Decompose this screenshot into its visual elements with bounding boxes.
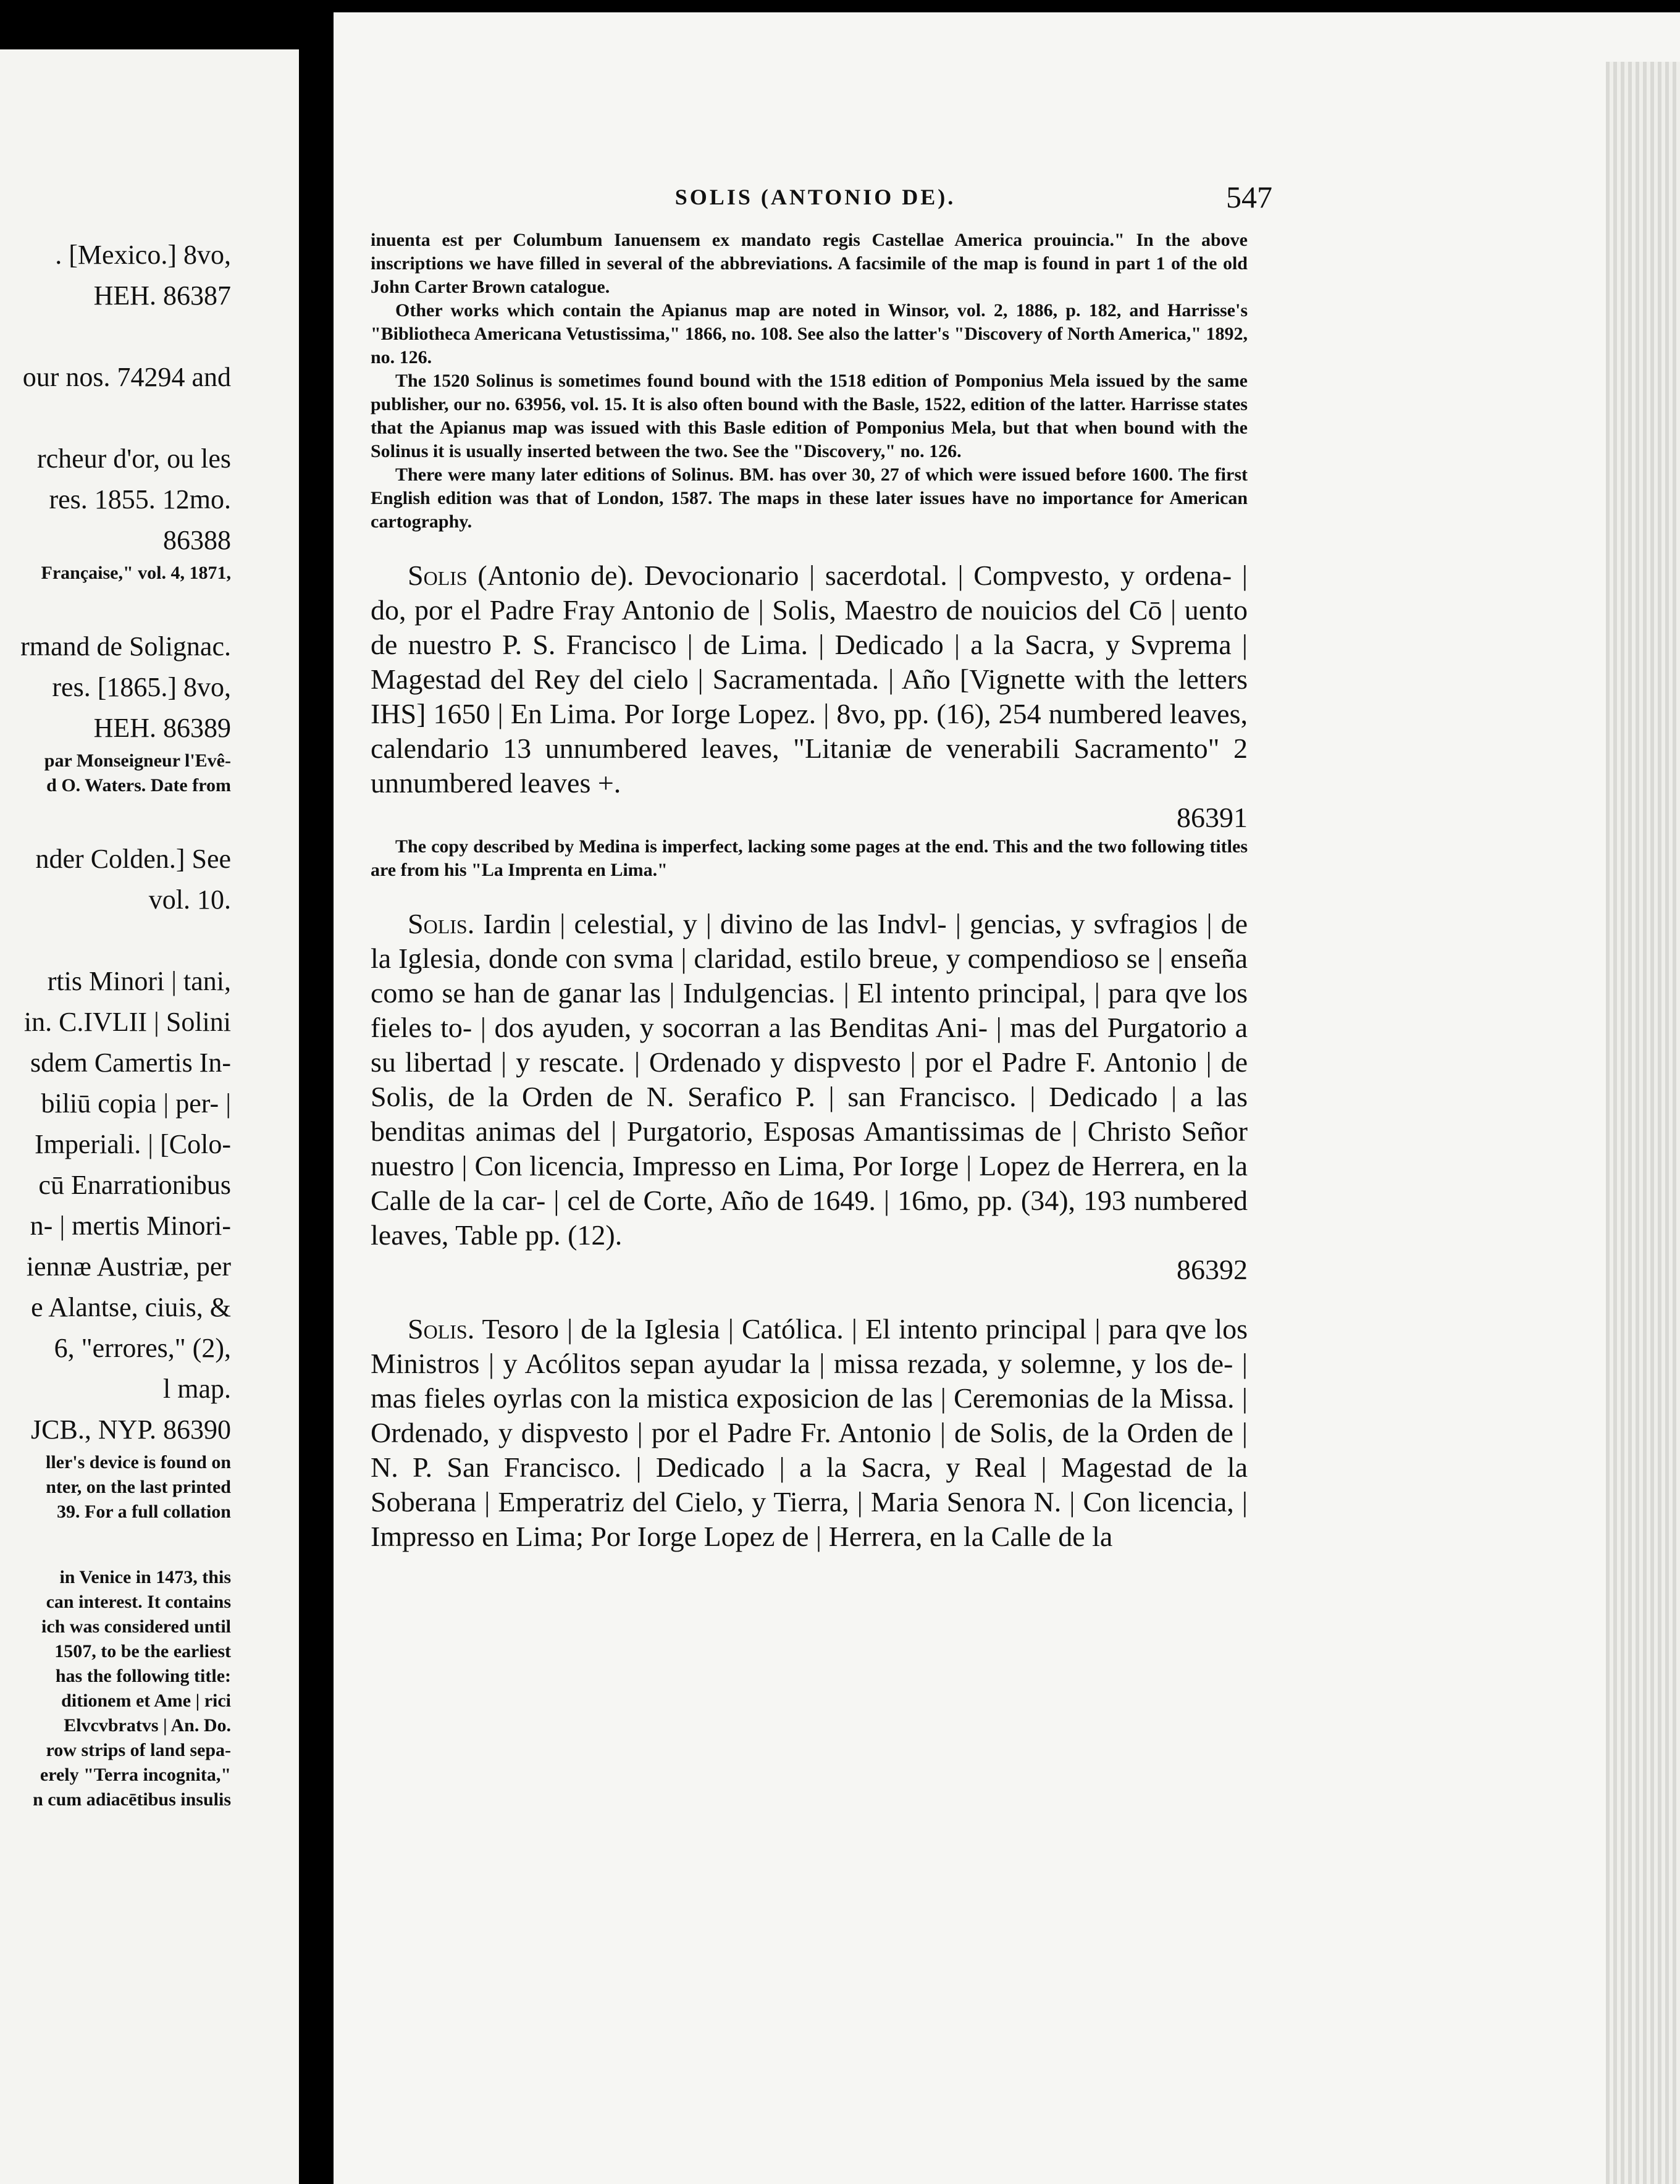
- left-page-line: 39. For a full collation: [57, 1502, 231, 1522]
- left-page-line: [0, 1524, 299, 1565]
- left-page-line: our nos. 74294 and: [22, 362, 231, 392]
- entry-text: Tesoro | de la Iglesia | Católica. | El intento principal | para qve los Ministros | y Acólitos sepan ayudar la | missa rezada, y solemne, y los de- | mas fieles oyrlas con la mistica exposicion de las | Ceremonias de la Missa. | Ordenado, y dispvesto | por el Padre Fr. Antonio | de Solis, de la Orden de | N. P. San Francisco. | Dedicado | a la Sacra, y Real | Magestad de la Soberana | Emperatriz del Cielo, y Tierra, | Maria Senora N. | Con licencia, | Impresso en Lima; Por Iorge Lopez de | Herrera, en la Calle de la: [371, 1313, 1248, 1552]
- left-page-line: res. 1855. 12mo.: [49, 484, 231, 514]
- left-page-line: HEH. 86387: [93, 280, 231, 311]
- left-page-line: sdem Camertis In-: [30, 1048, 231, 1078]
- left-page-line: . [Mexico.] 8vo,: [55, 240, 231, 270]
- left-page-line: 1507, to be the earliest: [54, 1641, 231, 1661]
- entry-heading: Solis: [408, 560, 468, 591]
- running-head: SOLIS (ANTONIO DE).: [674, 185, 956, 209]
- bibliography-entry: [371, 558, 1248, 800]
- left-page-line: Imperiali. | [Colo-: [35, 1129, 231, 1159]
- left-page-line: n cum adiacētibus insulis: [33, 1789, 231, 1810]
- left-page-line: ich was considered until: [41, 1616, 231, 1637]
- left-page-line: rtis Minori | tani,: [47, 966, 231, 996]
- left-page-line: 86388: [163, 525, 231, 555]
- left-page-line: n- | mertis Minori-: [30, 1211, 231, 1241]
- left-page-line: res. [1865.] 8vo,: [52, 672, 231, 702]
- entry-text: Iardin | celestial, y | divino de las Indvl- | gencias, y svfragios | de la Iglesia, donde con svma | claridad, estilo breue, y compendioso se | enseña como se han de ganar las | Indulgencias. | El intento principal, | para qve los fieles to- | dos ayuden, y socorran a las Benditas Ani- | mas del Purgatorio a su libertad | y rescate. | Ordenado y dispvesto | por el Padre F. Antonio | de Solis, de la Orden de N. Serafico P. | san Francisco. | Dedicado | a las benditas animas del | Purgatorio, Esposas Amantissimas de | Christo Señor nuestro | Con licencia, Impresso en Lima, Por Iorge | Lopez de Herrera, en la Calle de la car- | cel de Corte, Año de 1649. | 16mo, pp. (34), 193 numbered leaves, Table pp. (12).: [371, 908, 1248, 1251]
- left-page-lines: [0, 235, 299, 1812]
- entry-heading: Solis.: [408, 1313, 475, 1345]
- left-page-line: [0, 398, 299, 439]
- left-page-line: HEH. 86389: [93, 713, 231, 743]
- left-page-line: nter, on the last printed: [46, 1477, 231, 1497]
- page-edges: [1606, 62, 1680, 2184]
- left-page-line: [0, 586, 299, 626]
- page-content: [371, 229, 1248, 1554]
- left-page-line: [0, 798, 299, 839]
- left-page-line: [0, 316, 299, 357]
- note-paragraph: There were many later editions of Solinus. BM. has over 30, 27 of which were issued before 1600. The first English edition was that of London, 1587. The maps in these later issues have no importance for American cartography.: [371, 464, 1248, 532]
- note-paragraph: Other works which contain the Apianus map are noted in Winsor, vol. 2, 1886, p. 182, and Harrisse's "Bibliotheca Americana Vetustissima," 1866, no. 108. See also the latter's "Discovery of North America," 1892, no. 126.: [371, 300, 1248, 368]
- note-paragraph: The 1520 Solinus is sometimes found bound with the 1518 edition of Pomponius Mela issued by the same publisher, our no. 63956, vol. 15. It is also often bound with the Basle, 1522, edition of the latter. Harrisse states that the Apianus map was issued with this Basle edition of Pomponius Mela, but that when bound with the Solinus it is usually inserted between the two. See the "Discovery," no. 126.: [371, 371, 1248, 461]
- left-page-line: Française," vol. 4, 1871,: [41, 563, 231, 583]
- left-page-line: 6, "errores," (2),: [54, 1333, 231, 1363]
- left-page-line: e Alantse, ciuis, &: [31, 1292, 231, 1322]
- entry-number: 86392: [1177, 1254, 1248, 1285]
- left-page-line: rmand de Solignac.: [20, 631, 231, 662]
- left-page-line: in. C.IVLII | Solini: [23, 1007, 231, 1037]
- left-page-line: l map.: [163, 1374, 231, 1404]
- left-page-line: vol. 10.: [148, 884, 231, 915]
- bibliography-entry: [371, 1312, 1248, 1554]
- left-page: [0, 49, 299, 2184]
- note-paragraph: inuenta est per Columbum Ianuensem ex mandato regis Castellae America prouincia." In the above inscriptions we have filled in several of the abbreviations. A facsimile of the map is found in part 1 of the old John Carter Brown catalogue.: [371, 230, 1248, 297]
- left-page-line: iennæ Austriæ, per: [26, 1251, 231, 1282]
- left-page-line: row strips of land sepa-: [46, 1740, 231, 1760]
- left-page-line: has the following title:: [55, 1666, 231, 1686]
- left-page-line: ditionem et Ame | rici: [61, 1690, 231, 1711]
- left-page-line: cū Enarrationibus: [38, 1170, 231, 1200]
- entry-heading: Solis.: [408, 908, 475, 939]
- left-page-line: erely "Terra incognita,": [40, 1765, 231, 1785]
- entry-number: 86391: [1177, 802, 1248, 833]
- left-page-line: biliū copia | per- |: [41, 1088, 231, 1119]
- left-page-line: ller's device is found on: [45, 1452, 231, 1472]
- left-page-line: d O. Waters. Date from: [46, 775, 231, 796]
- book-gutter: [299, 0, 334, 2184]
- left-page-line: [0, 920, 299, 961]
- page-header: [358, 179, 1272, 222]
- entry-text: (Antonio de). Devocionario | sacerdotal. | Compvesto, y ordena- | do, por el Padre Fray Antonio de | Solis, Maestro de nouicios del Cō | uento de nuestro P. S. Francisco | de Lima. | Dedicado | a la Sacra, y Svprema | Magestad del Rey del cielo | Sacramentada. | Año [Vignette with the letters IHS] 1650 | En Lima. Por Iorge Lopez. | 8vo, pp. (16), 254 numbered leaves, calendario 13 unnumbered leaves, "Litaniæ de venerabili Sacramento" 2 unnumbered leaves +.: [371, 560, 1248, 799]
- entry-note: The copy described by Medina is imperfect, lacking some pages at the end. This and the two following titles are from his "La Imprenta en Lima.": [371, 836, 1248, 880]
- left-page-line: par Monseigneur l'Evê-: [44, 750, 231, 771]
- left-page-line: nder Colden.] See: [35, 844, 231, 874]
- left-page-line: can interest. It contains: [46, 1592, 231, 1612]
- left-page-line: Elvcvbratvs | An. Do.: [64, 1715, 231, 1736]
- left-page-line: rcheur d'or, ou les: [36, 443, 231, 474]
- page-number: 547: [1226, 180, 1272, 214]
- left-page-line: in Venice in 1473, this: [59, 1567, 231, 1587]
- bibliography-entry: [371, 907, 1248, 1253]
- left-page-line: JCB., NYP. 86390: [31, 1414, 231, 1445]
